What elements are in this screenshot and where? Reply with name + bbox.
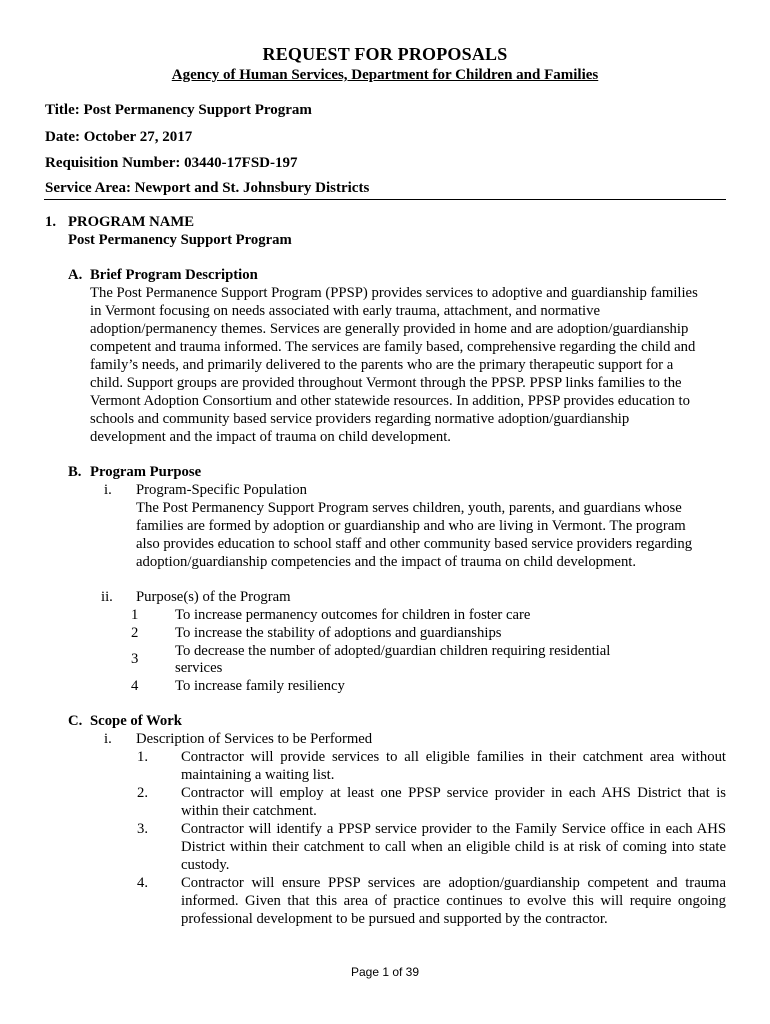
population-line: families are formed by adoption or guardianship and who are living in Vermont. The program	[136, 518, 686, 534]
meta-title: Title: Post Permanency Support Program	[45, 102, 312, 118]
purpose-text-continued: services	[175, 660, 223, 676]
service-item-number: 3.	[137, 821, 149, 837]
document-title: REQUEST FOR PROPOSALS	[262, 44, 508, 64]
service-item-text: Contractor will ensure PPSP services are adoption/guardianship competent and trauma informed. Given that this area of practice continues to evolve this will require ongoing professional development to be pursued and supported by the contractor.	[181, 875, 726, 927]
meta-date: Date: October 27, 2017	[45, 129, 193, 145]
service-item-text: Contractor will provide services to all eligible families in their catchment area without maintaining a waiting list.	[181, 749, 726, 783]
description-line: schools and community based service providers regarding normative adoption/guardianship	[90, 411, 630, 427]
population-line: adoption/guardianship competencies and the impact of trauma on child development.	[136, 554, 637, 570]
purpose-number: 2	[131, 625, 139, 641]
description-line: development and the impact of trauma on child development.	[90, 429, 451, 445]
page-number: Page 1 of 39	[350, 965, 420, 979]
population-line: also provides education to school staff and other community based service providers regarding	[136, 536, 693, 552]
meta-requisition: Requisition Number: 03440-17FSD-197	[45, 155, 298, 171]
subsection-c-i-numeral: i.	[104, 731, 112, 747]
section-1-heading: PROGRAM NAME	[68, 214, 195, 230]
purpose-number: 1	[131, 607, 139, 623]
subsection-c-i-heading: Description of Services to be Performed	[136, 731, 373, 747]
section-c-heading: Scope of Work	[90, 713, 182, 729]
description-line: adoption/permanency themes. Services are generally provided in home and are adoption/guardianship	[90, 321, 689, 337]
service-item-number: 2.	[137, 785, 149, 801]
purpose-number: 3	[131, 651, 139, 667]
purpose-text: To increase the stability of adoptions and guardianships	[175, 625, 502, 641]
subsection-b-ii-heading: Purpose(s) of the Program	[136, 589, 291, 605]
service-item-number: 4.	[137, 875, 149, 891]
subsection-b-ii-numeral: ii.	[101, 589, 113, 605]
description-line: family’s needs, and primarily delivered to the parents who are the primary therapeutic support for a	[90, 357, 674, 373]
purpose-text: To increase permanency outcomes for children in foster care	[175, 607, 531, 623]
description-line: Vermont Adoption Consortium and other statewide resources. In addition, PPSP provides education to	[90, 393, 690, 409]
section-1-number: 1.	[45, 214, 57, 230]
section-a-heading: Brief Program Description	[90, 267, 258, 283]
description-line: competent and trauma informed. The services are family based, comprehensive regarding the child and	[90, 339, 696, 355]
description-line: in Vermont focusing on needs associated with early trauma, attachment, and normative	[90, 303, 600, 319]
description-line: The Post Permanence Support Program (PPSP) provides services to adoptive and guardianship families	[90, 285, 698, 301]
section-a-letter: A.	[68, 267, 83, 283]
service-item-text: Contractor will identify a PPSP service provider to the Family Service office in each AHS District within their catchment to call when an eligible child is at risk of coming into state custody.	[181, 821, 726, 873]
subsection-b-i-heading: Program-Specific Population	[136, 482, 307, 498]
header-divider	[44, 199, 726, 200]
section-b-letter: B.	[68, 464, 82, 480]
section-c-letter: C.	[68, 713, 83, 729]
purpose-text: To increase family resiliency	[175, 678, 345, 694]
program-name: Post Permanency Support Program	[68, 232, 292, 248]
purpose-text: To decrease the number of adopted/guardian children requiring residential	[175, 643, 611, 659]
population-line: The Post Permanency Support Program serves children, youth, parents, and guardians whose	[136, 500, 682, 516]
service-item-text: Contractor will employ at least one PPSP service provider in each AHS District that is within their catchment.	[181, 785, 726, 819]
subsection-b-i-numeral: i.	[104, 482, 112, 498]
agency-subtitle: Agency of Human Services, Department for Children and Families	[171, 67, 599, 83]
purpose-number: 4	[131, 678, 139, 694]
service-item-number: 1.	[137, 749, 149, 765]
section-b-heading: Program Purpose	[90, 464, 202, 480]
description-line: child. Support groups are provided throughout Vermont through the PPSP. PPSP links families to the	[90, 375, 682, 391]
meta-service-area: Service Area: Newport and St. Johnsbury Districts	[45, 180, 370, 196]
